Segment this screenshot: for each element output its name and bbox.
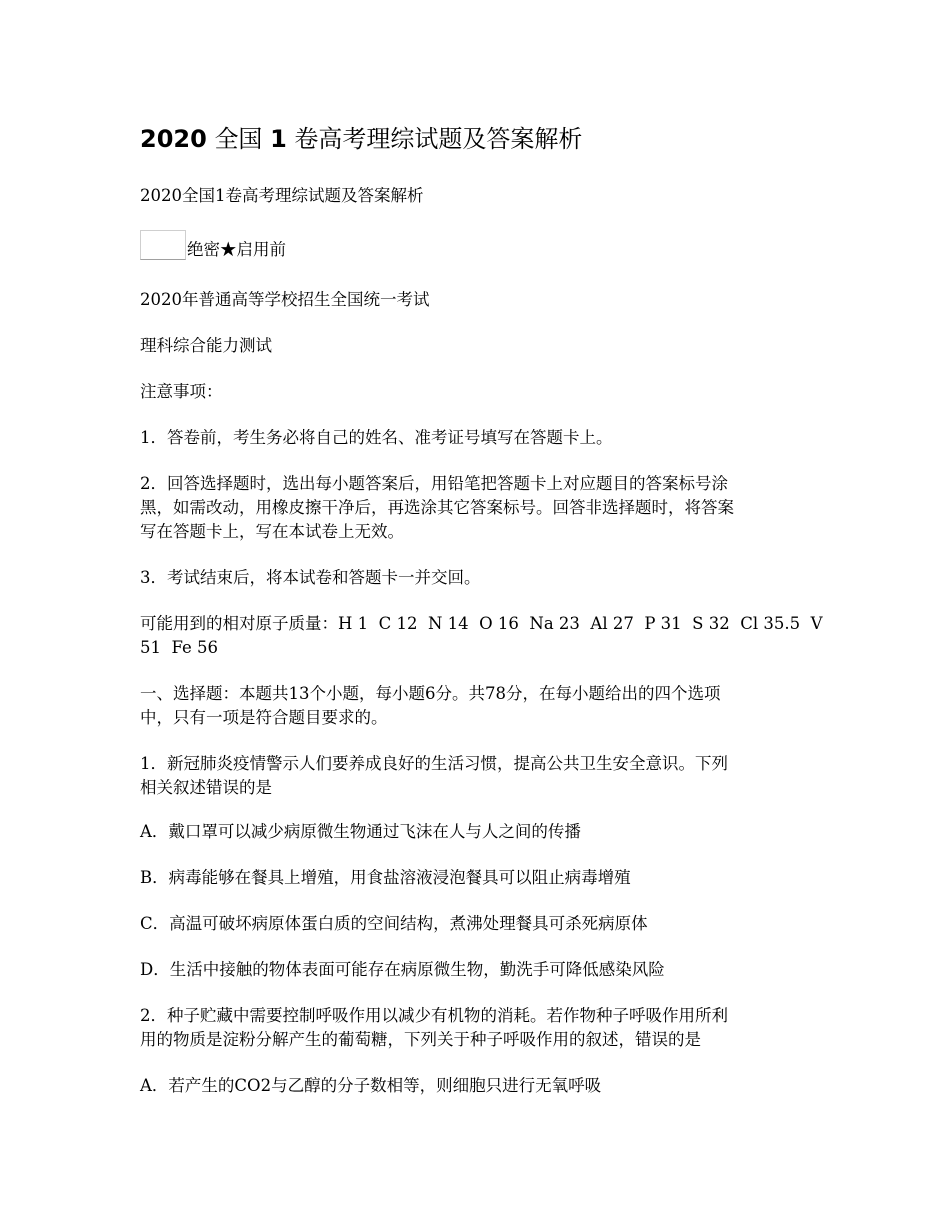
note-3: 3．考试结束后，将本试卷和答题卡一并交回。 bbox=[140, 568, 481, 587]
page-title bbox=[140, 122, 820, 156]
note-2-line-1: 2．回答选择题时，选出每小题答案后，用铅笔把答题卡上对应题目的答案标号涂 bbox=[140, 474, 728, 493]
note-2-line-3: 写在答题卡上，写在本试卷上无效。 bbox=[140, 522, 404, 541]
question-1-option-b: B．病毒能够在餐具上增殖，用食盐溶液浸泡餐具可以阻止病毒增殖 bbox=[140, 868, 631, 887]
secret-line bbox=[140, 230, 820, 260]
section-1-line-1: 一、选择题：本题共13个小题，每小题6分。共78分，在每小题给出的四个选项 bbox=[140, 684, 721, 703]
question-1-stem bbox=[140, 752, 820, 800]
question-2-stem bbox=[140, 1004, 820, 1052]
question-2-option-a: A．若产生的CO2与乙醇的分子数相等，则细胞只进行无氧呼吸 bbox=[140, 1076, 602, 1095]
question-1-option-a: A．戴口罩可以减少病原微生物通过飞沫在人与人之间的传播 bbox=[140, 822, 581, 841]
section-1-heading bbox=[140, 682, 820, 730]
section-1-line-2: 中，只有一项是符合题目要求的。 bbox=[140, 708, 388, 727]
notes-header: 注意事项： bbox=[140, 382, 223, 401]
note-2-line-2: 黑，如需改动，用橡皮擦干净后，再选涂其它答案标号。回答非选择题时，将答案 bbox=[140, 498, 734, 517]
question-2-line-2: 用的物质是淀粉分解产生的葡萄糖，下列关于种子呼吸作用的叙述，错误的是 bbox=[140, 1030, 701, 1049]
title-national: 全国 bbox=[214, 125, 263, 153]
title-year: 2020 bbox=[140, 125, 207, 153]
atomic-masses-line-2: 51 Fe 56 bbox=[140, 638, 219, 657]
atomic-masses bbox=[140, 612, 823, 660]
atomic-masses-line-1: 可能用到的相对原子质量：H 1 C 12 N 14 O 16 Na 23 Al 27 P 31 S 32 Cl 35.5 V bbox=[140, 614, 823, 633]
title-rest: 卷高考理综试题及答案解析 bbox=[294, 125, 583, 153]
exam-name: 2020年普通高等学校招生全国统一考试 bbox=[140, 290, 430, 309]
title-volume-number: 1 bbox=[270, 125, 287, 153]
note-1: 1．答卷前，考生务必将自己的姓名、准考证号填写在答题卡上。 bbox=[140, 428, 613, 447]
subtitle: 2020全国1卷高考理综试题及答案解析 bbox=[140, 186, 424, 205]
question-2-line-1: 2．种子贮藏中需要控制呼吸作用以减少有机物的消耗。若作物种子呼吸作用所利 bbox=[140, 1006, 728, 1025]
broken-image-placeholder bbox=[140, 230, 186, 260]
subject-name: 理科综合能力测试 bbox=[140, 336, 272, 355]
question-1-line-1: 1．新冠肺炎疫情警示人们要养成良好的生活习惯，提高公共卫生安全意识。下列 bbox=[140, 754, 728, 773]
question-1-option-d: D．生活中接触的物体表面可能存在病原微生物，勤洗手可降低感染风险 bbox=[140, 960, 665, 979]
question-1-line-2: 相关叙述错误的是 bbox=[140, 778, 272, 797]
note-2 bbox=[140, 472, 820, 544]
question-1-option-c: C．高温可破坏病原体蛋白质的空间结构，煮沸处理餐具可杀死病原体 bbox=[140, 914, 648, 933]
secret-label: 绝密★启用前 bbox=[187, 240, 286, 259]
